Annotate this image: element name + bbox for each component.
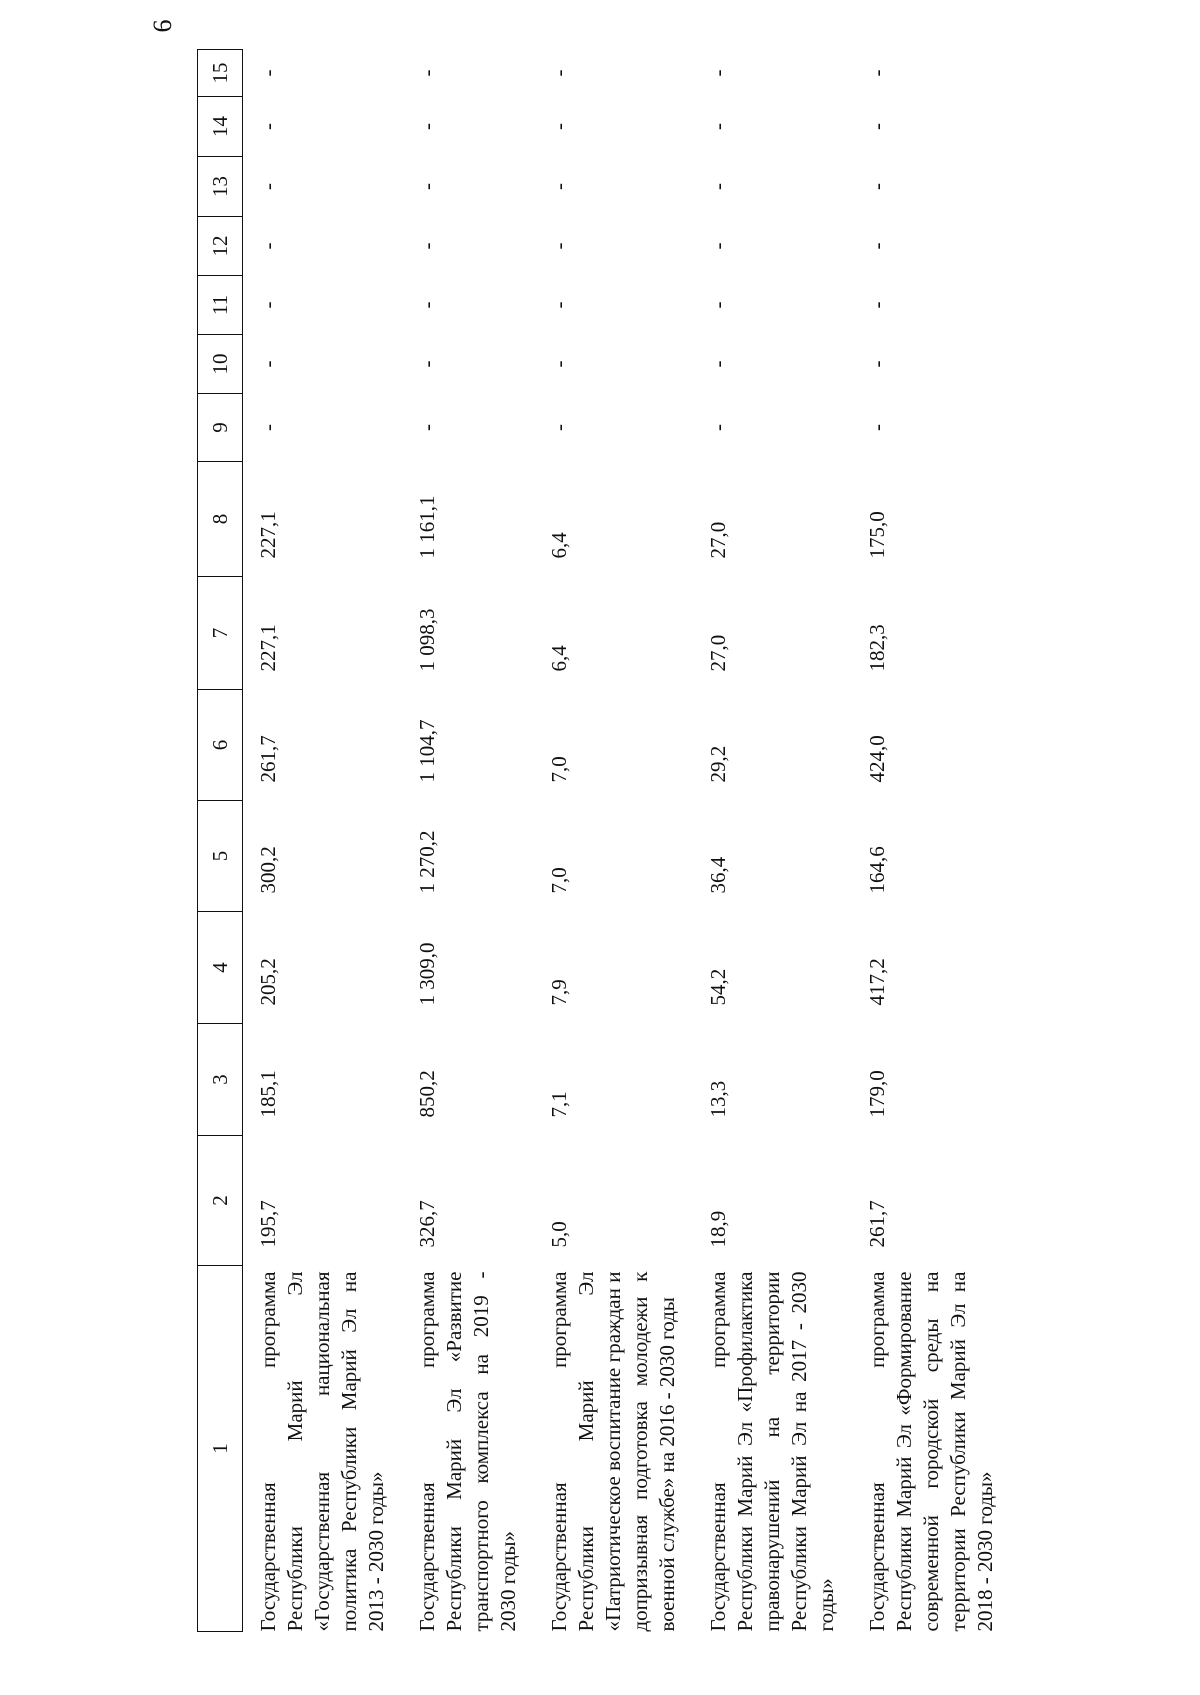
table-cell-col-4: 7,9 xyxy=(547,979,571,1006)
table-cell-col-14: - xyxy=(256,123,280,130)
table-cell-col-6: 424,0 xyxy=(865,735,889,783)
column-header-3: 3 xyxy=(198,1024,243,1136)
table-cell-col-3: 185,1 xyxy=(256,1070,280,1118)
table-cell-col-11: - xyxy=(706,301,730,309)
table-row xyxy=(402,50,534,1632)
table-cell-col-6: 7,0 xyxy=(547,756,571,783)
table-cell-col-12: - xyxy=(865,242,889,250)
table-cell-col-4: 417,2 xyxy=(865,958,889,1006)
table-row xyxy=(243,50,403,1632)
table-cell-col-10: - xyxy=(706,360,730,368)
table-cell-col-6: 261,7 xyxy=(256,735,280,783)
table-cell-col-3: 13,3 xyxy=(706,1080,730,1118)
table-cell-col-2: 5,0 xyxy=(547,1221,571,1248)
table-cell-col-3: 850,2 xyxy=(415,1070,439,1118)
program-name: Государственная программа Республики Марий Эл «Патриотическое воспитание граждан и допризывная подготовка молодежи к военной службе» на 2016 - 2030 годы xyxy=(547,1271,679,1632)
program-name: Государственная программа Республики Марий Эл «Государственная национальная политика Республики Марий Эл на 2013 - 2030 годы» xyxy=(256,1271,388,1632)
table-cell-col-14: - xyxy=(415,123,439,130)
table-cell-col-2: 195,7 xyxy=(256,1200,280,1248)
table-cell-col-10: - xyxy=(547,360,571,368)
table-cell-col-3: 179,0 xyxy=(865,1070,889,1118)
table-cell-col-2: 18,9 xyxy=(706,1210,730,1248)
table-cell-col-12: - xyxy=(547,242,571,250)
table-cell-col-10: - xyxy=(415,360,439,368)
table-cell-col-9: - xyxy=(865,424,889,431)
table-cell-col-2: 326,7 xyxy=(415,1200,439,1248)
program-name: Государственная программа Республики Марий Эл «Развитие транспортного комплекса на 2019 - 2030 годы» xyxy=(415,1271,520,1632)
table-cell-col-14: - xyxy=(865,123,889,130)
table-cell-col-4: 54,2 xyxy=(706,968,730,1006)
table-cell-col-13: - xyxy=(256,183,280,190)
table-cell-col-4: 1 309,0 xyxy=(415,942,439,1006)
header-row xyxy=(198,50,243,1632)
table-cell-col-11: - xyxy=(865,301,889,309)
column-header-15: 15 xyxy=(198,50,243,97)
table-cell-col-15: - xyxy=(415,69,439,77)
table-cell-col-5: 7,0 xyxy=(547,867,571,894)
table-cell-col-15: - xyxy=(865,69,889,77)
table-cell-col-6: 1 104,7 xyxy=(415,719,439,783)
column-header-6: 6 xyxy=(198,690,243,801)
table-cell-col-7: 227,1 xyxy=(256,624,280,672)
column-header-7: 7 xyxy=(198,577,243,690)
table-cell-col-13: - xyxy=(706,183,730,190)
page-number: 6 xyxy=(148,19,177,33)
table-cell-col-15: - xyxy=(547,69,571,77)
column-header-9: 9 xyxy=(198,394,243,462)
table-cell-col-5: 36,4 xyxy=(706,856,730,894)
table-cell-col-14: - xyxy=(547,123,571,130)
table-cell-col-9: - xyxy=(256,424,280,431)
budget-table xyxy=(197,49,1027,1632)
table-cell-col-9: - xyxy=(706,424,730,431)
table-cell-col-7: 182,3 xyxy=(865,624,889,672)
column-header-1: 1 xyxy=(198,1266,243,1632)
table-row xyxy=(693,50,852,1632)
table-cell-col-12: - xyxy=(415,242,439,250)
table-cell-col-15: - xyxy=(706,69,730,77)
table-cell-col-13: - xyxy=(547,183,571,190)
table-cell-col-8: 27,0 xyxy=(706,521,730,559)
table-cell-col-7: 27,0 xyxy=(706,634,730,672)
table-cell-col-11: - xyxy=(547,301,571,309)
column-header-14: 14 xyxy=(198,97,243,157)
table-cell-col-11: - xyxy=(415,301,439,309)
program-name: Государственная программа Республики Марий Эл «Формирование современной городской среды на территории Республики Марий Эл на 2018 - 2030 годы» xyxy=(865,1271,997,1632)
column-header-5: 5 xyxy=(198,801,243,912)
table-cell-col-7: 6,4 xyxy=(547,645,571,672)
table-cell-col-14: - xyxy=(706,123,730,130)
column-header-2: 2 xyxy=(198,1136,243,1266)
column-header-4: 4 xyxy=(198,912,243,1024)
program-name: Государственная программа Республики Марий Эл «Профилактика правонарушений на территории Республики Марий Эл на 2017 - 2030 годы» xyxy=(706,1271,838,1632)
table-cell-col-9: - xyxy=(415,424,439,431)
table-row xyxy=(534,50,693,1632)
table-cell-col-8: 6,4 xyxy=(547,532,571,559)
table-cell-col-9: - xyxy=(547,424,571,431)
table-cell-col-7: 1 098,3 xyxy=(415,608,439,672)
table-cell-col-3: 7,1 xyxy=(547,1091,571,1118)
table-cell-col-10: - xyxy=(256,360,280,368)
table-row xyxy=(852,50,1027,1632)
table-cell-col-2: 261,7 xyxy=(865,1200,889,1248)
table-cell-col-8: 175,0 xyxy=(865,511,889,559)
table-cell-col-13: - xyxy=(415,183,439,190)
table-cell-col-13: - xyxy=(865,183,889,190)
table-cell-col-10: - xyxy=(865,360,889,368)
table-cell-col-5: 164,6 xyxy=(865,846,889,894)
table-cell-col-12: - xyxy=(706,242,730,250)
table-cell-col-5: 1 270,2 xyxy=(415,830,439,894)
column-header-12: 12 xyxy=(198,217,243,276)
table-cell-col-8: 1 161,1 xyxy=(415,495,439,559)
column-header-13: 13 xyxy=(198,157,243,217)
column-header-10: 10 xyxy=(198,335,243,394)
column-header-11: 11 xyxy=(198,276,243,335)
table-cell-col-8: 227,1 xyxy=(256,511,280,559)
table-cell-col-15: - xyxy=(256,69,280,77)
table-cell-col-12: - xyxy=(256,242,280,250)
table-cell-col-11: - xyxy=(256,301,280,309)
table-cell-col-4: 205,2 xyxy=(256,958,280,1006)
table-cell-col-5: 300,2 xyxy=(256,846,280,894)
column-header-8: 8 xyxy=(198,462,243,577)
table-cell-col-6: 29,2 xyxy=(706,745,730,783)
